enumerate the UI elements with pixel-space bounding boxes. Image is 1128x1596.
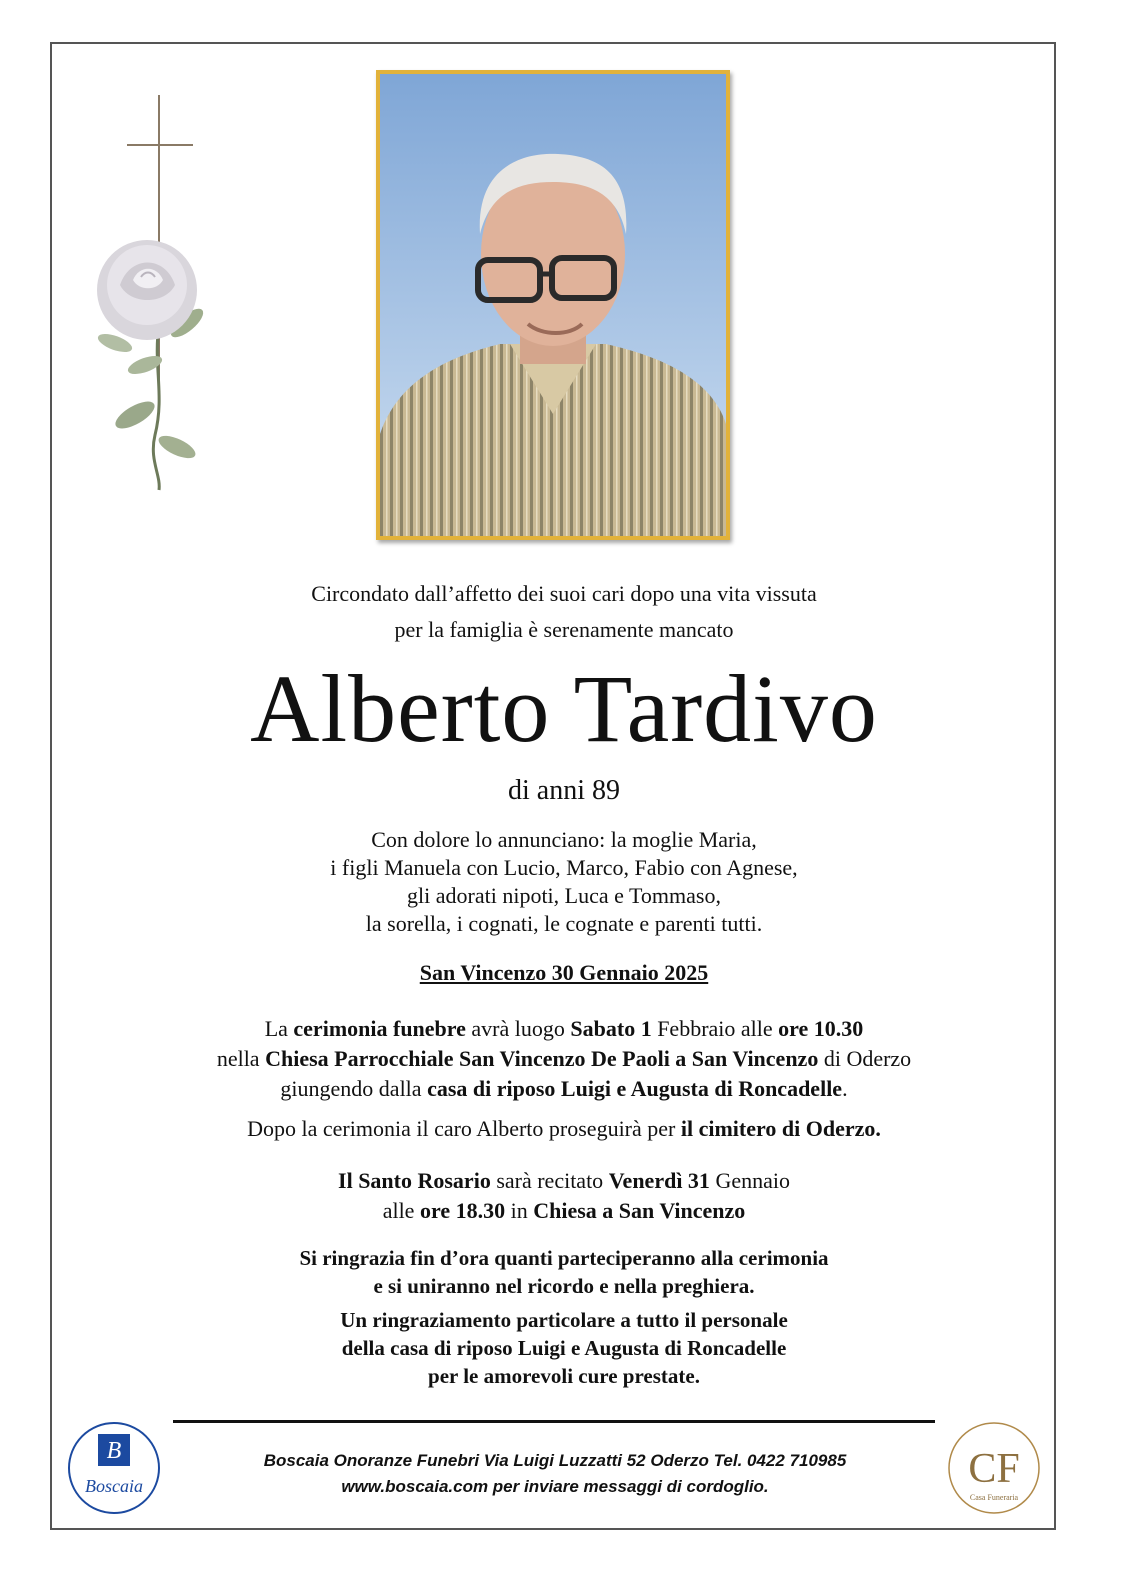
ceremony-line: nella Chiesa Parrocchiale San Vincenzo De Paoli a San Vincenzo di Oderzo xyxy=(216,1046,912,1071)
intro-line: per la famiglia è serenamente mancato xyxy=(394,617,734,642)
announce-line: i figli Manuela con Lucio, Marco, Fabio con Agnese, xyxy=(330,855,798,880)
ceremony-line: giungendo dalla casa di riposo Luigi e Augusta di Roncadelle. xyxy=(280,1076,848,1101)
footer-address: Boscaia Onoranze Funebri Via Luigi Luzzatti 52 Oderzo Tel. 0422 710985 xyxy=(263,1451,847,1470)
portrait-illustration xyxy=(380,74,726,536)
special-thanks-text: Un ringraziamento particolare a tutto il personale della casa di riposo Luigi e Augusta di Roncadelle per le amorevoli cure prestate. xyxy=(340,1308,788,1388)
announce-line: Con dolore lo annunciano: la moglie Maria, xyxy=(371,827,757,852)
announcement xyxy=(0,826,1128,938)
svg-text:B: B xyxy=(106,1438,122,1464)
casa-funeraria-logo-icon xyxy=(946,1420,1042,1516)
cross-rose-icon xyxy=(75,95,220,495)
boscaia-logo-icon xyxy=(66,1420,162,1516)
svg-text:Boscaia: Boscaia xyxy=(85,1476,143,1496)
announce-line: gli adorati nipoti, Luca e Tommaso, xyxy=(407,883,721,908)
ceremony-info xyxy=(0,1014,1128,1104)
deceased-name: Alberto Tardivo xyxy=(250,655,878,762)
thanks-text: Si ringrazia fin d’ora quanti parteciperanno alla cerimonia e si uniranno nel ricordo e nella preghiera. xyxy=(299,1246,829,1298)
svg-text:CF: CF xyxy=(968,1446,1020,1492)
intro-line: Circondato dall’affetto dei suoi cari dopo una vita vissuta xyxy=(311,581,817,606)
rosary-line: Il Santo Rosario sarà recitato Venerdì 31 Gennaio xyxy=(338,1168,790,1193)
after-ceremony-info: Dopo la cerimonia il caro Alberto proseguirà per il cimitero di Oderzo. xyxy=(247,1116,881,1141)
announce-line: la sorella, i cognati, le cognate e parenti tutti. xyxy=(365,911,763,936)
rosary-line: alle ore 18.30 in Chiesa a San Vincenzo xyxy=(382,1198,746,1223)
intro-text xyxy=(0,576,1128,648)
ceremony-line: La cerimonia funebre avrà luogo Sabato 1 Febbraio alle ore 10.30 xyxy=(264,1016,864,1041)
age-text: di anni 89 xyxy=(508,775,620,806)
rosary-info xyxy=(0,1166,1128,1226)
footer-divider xyxy=(173,1420,935,1423)
date-line: San Vincenzo 30 Gennaio 2025 xyxy=(419,960,709,985)
footer-contact xyxy=(170,1448,940,1500)
portrait-photo xyxy=(376,70,730,540)
footer-website: www.boscaia.com per inviare messaggi di cordoglio. xyxy=(341,1477,769,1496)
svg-text:Casa Funeraria: Casa Funeraria xyxy=(969,1493,1019,1502)
